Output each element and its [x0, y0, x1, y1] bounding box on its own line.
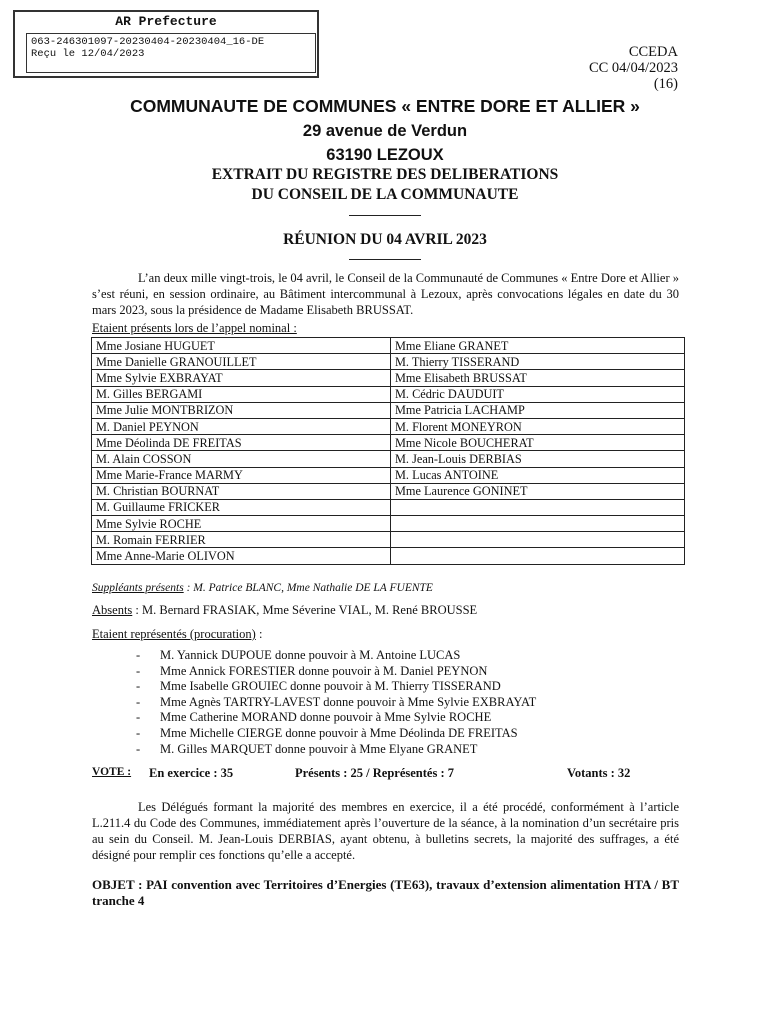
member-left: Mme Sylvie EXBRAYAT [92, 370, 391, 386]
substitutes-names: : M. Patrice BLANC, Mme Nathalie DE LA FUENTE [183, 582, 433, 594]
represented-line [92, 627, 262, 642]
member-left: Mme Déolinda DE FREITAS [92, 435, 391, 451]
member-right: M. Jean-Louis DERBIAS [391, 451, 685, 467]
substitutes-line [92, 582, 433, 594]
member-left: Mme Julie MONTBRIZON [92, 402, 391, 418]
vote-present: Présents : 25 / Représentés : 7 [295, 766, 454, 780]
stamp-details [26, 33, 316, 73]
table-row [92, 483, 685, 499]
member-right: M. Lucas ANTOINE [391, 467, 685, 483]
absents-line [92, 603, 477, 618]
reference-line: CC 04/04/2023 [588, 60, 678, 76]
member-left: M. Romain FERRIER [92, 532, 391, 548]
table-row [92, 418, 685, 434]
attendance-table [91, 337, 685, 565]
table-row [92, 467, 685, 483]
table-row [92, 516, 685, 532]
table-row [92, 354, 685, 370]
table-row [92, 338, 685, 354]
table-row [92, 402, 685, 418]
represented-label: Etaient représentés (procuration) [92, 627, 256, 641]
table-row [92, 386, 685, 402]
member-left: M. Alain COSSON [92, 451, 391, 467]
member-right: M. Cédric DAUDUIT [391, 386, 685, 402]
member-left: M. Guillaume FRICKER [92, 499, 391, 515]
member-right [391, 532, 685, 548]
reference-line: (16) [653, 76, 678, 92]
vote-label: VOTE : [92, 766, 132, 778]
divider [349, 259, 421, 260]
table-row [92, 451, 685, 467]
absents-names: : M. Bernard FRASIAK, Mme Séverine VIAL, M. René BROUSSE [132, 603, 478, 617]
vote-exercise: En exercice : 35 [149, 766, 234, 780]
object-paragraph: OBJET : PAI convention avec Territoires d’Energies (TE63), travaux d’extension alimentation HTA / BT tranche 4 [92, 877, 679, 908]
list-item: - Mme Michelle CIERGE donne pouvoir à Mme Déolinda DE FREITAS [136, 726, 536, 742]
member-right: Mme Elisabeth BRUSSAT [391, 370, 685, 386]
table-row [92, 548, 685, 564]
member-right: Mme Nicole BOUCHERAT [391, 435, 685, 451]
stamp-title: AR Prefecture [115, 14, 217, 29]
document-reference [589, 44, 678, 92]
member-right: M. Florent MONEYRON [391, 418, 685, 434]
list-item: - M. Gilles MARQUET donne pouvoir à Mme Elyane GRANET [136, 742, 536, 758]
meeting-title: RÉUNION DU 04 AVRIL 2023 [283, 231, 487, 248]
table-row [92, 370, 685, 386]
member-right: M. Thierry TISSERAND [391, 354, 685, 370]
member-right [391, 516, 685, 532]
list-item: - Mme Annick FORESTIER donne pouvoir à M. Daniel PEYNON [136, 664, 536, 680]
member-left: M. Christian BOURNAT [92, 483, 391, 499]
member-right: Mme Eliane GRANET [391, 338, 685, 354]
member-left: Mme Sylvie ROCHE [92, 516, 391, 532]
substitutes-label: Suppléants présents [92, 582, 184, 594]
divider [349, 215, 421, 216]
secretary-paragraph: Les Délégués formant la majorité des membres en exercice, il a été procédé, conformément à l’article L.211.4 du Code des Communes, immédiatement après l’ouverture de la séance, à la nomination d’un secrétaire pris au sein du Conseil. M. Jean-Louis DERBIAS, ayant obtenu, à bulletins secrets, la majorité des suffrages, a été désigné pour remplir ces fonctions qu’elle a accepté. [92, 800, 679, 862]
list-item: - Mme Catherine MORAND donne pouvoir à Mme Sylvie ROCHE [136, 710, 536, 726]
list-item: - M. Yannick DUPOUE donne pouvoir à M. Antoine LUCAS [136, 648, 536, 664]
extract-title-line2: DU CONSEIL DE LA COMMUNAUTE [251, 186, 519, 203]
organization-street: 29 avenue de Verdun [302, 122, 468, 140]
represented-suffix: : [255, 627, 263, 641]
member-right [391, 499, 685, 515]
absents-label: Absents [92, 603, 133, 617]
stamp-reference: 063-246301097-20230404-20230404_16-DE [31, 36, 265, 48]
reference-line: CCEDA [628, 44, 678, 60]
vote-voters: Votants : 32 [567, 766, 631, 780]
table-row [92, 532, 685, 548]
organization-name: COMMUNAUTE DE COMMUNES « ENTRE DORE ET ALLIER » [130, 96, 640, 116]
organization-city: 63190 LEZOUX [326, 146, 444, 164]
prefecture-stamp [13, 10, 319, 78]
member-left: Mme Danielle GRANOUILLET [92, 354, 391, 370]
member-left: Mme Marie-France MARMY [92, 467, 391, 483]
list-item: - Mme Isabelle GROUIEC donne pouvoir à M. Thierry TISSERAND [136, 679, 536, 695]
table-row [92, 435, 685, 451]
member-left: Mme Josiane HUGUET [92, 338, 391, 354]
proxy-list [136, 648, 536, 757]
member-left: M. Daniel PEYNON [92, 418, 391, 434]
member-right: Mme Laurence GONINET [391, 483, 685, 499]
member-right [391, 548, 685, 564]
stamp-received-date: Reçu le 12/04/2023 [31, 48, 145, 60]
present-label: Etaient présents lors de l’appel nominal : [92, 321, 297, 335]
member-left: Mme Anne-Marie OLIVON [92, 548, 391, 564]
extract-title-line1: EXTRAIT DU REGISTRE DES DELIBERATIONS [211, 166, 559, 183]
member-left: M. Gilles BERGAMI [92, 386, 391, 402]
table-row [92, 499, 685, 515]
list-item: - Mme Agnès TARTRY-LAVEST donne pouvoir à Mme Sylvie EXBRAYAT [136, 695, 536, 711]
intro-paragraph: L’an deux mille vingt-trois, le 04 avril, le Conseil de la Communauté de Communes « Entre Dore et Allier » s’est réuni, en session ordinaire, au Bâtiment intercommunal à Lezoux, après convocations légales en date du 30 mars 2023, sous la présidence de Madame Elisabeth BRUSSAT. [92, 271, 679, 317]
member-right: Mme Patricia LACHAMP [391, 402, 685, 418]
